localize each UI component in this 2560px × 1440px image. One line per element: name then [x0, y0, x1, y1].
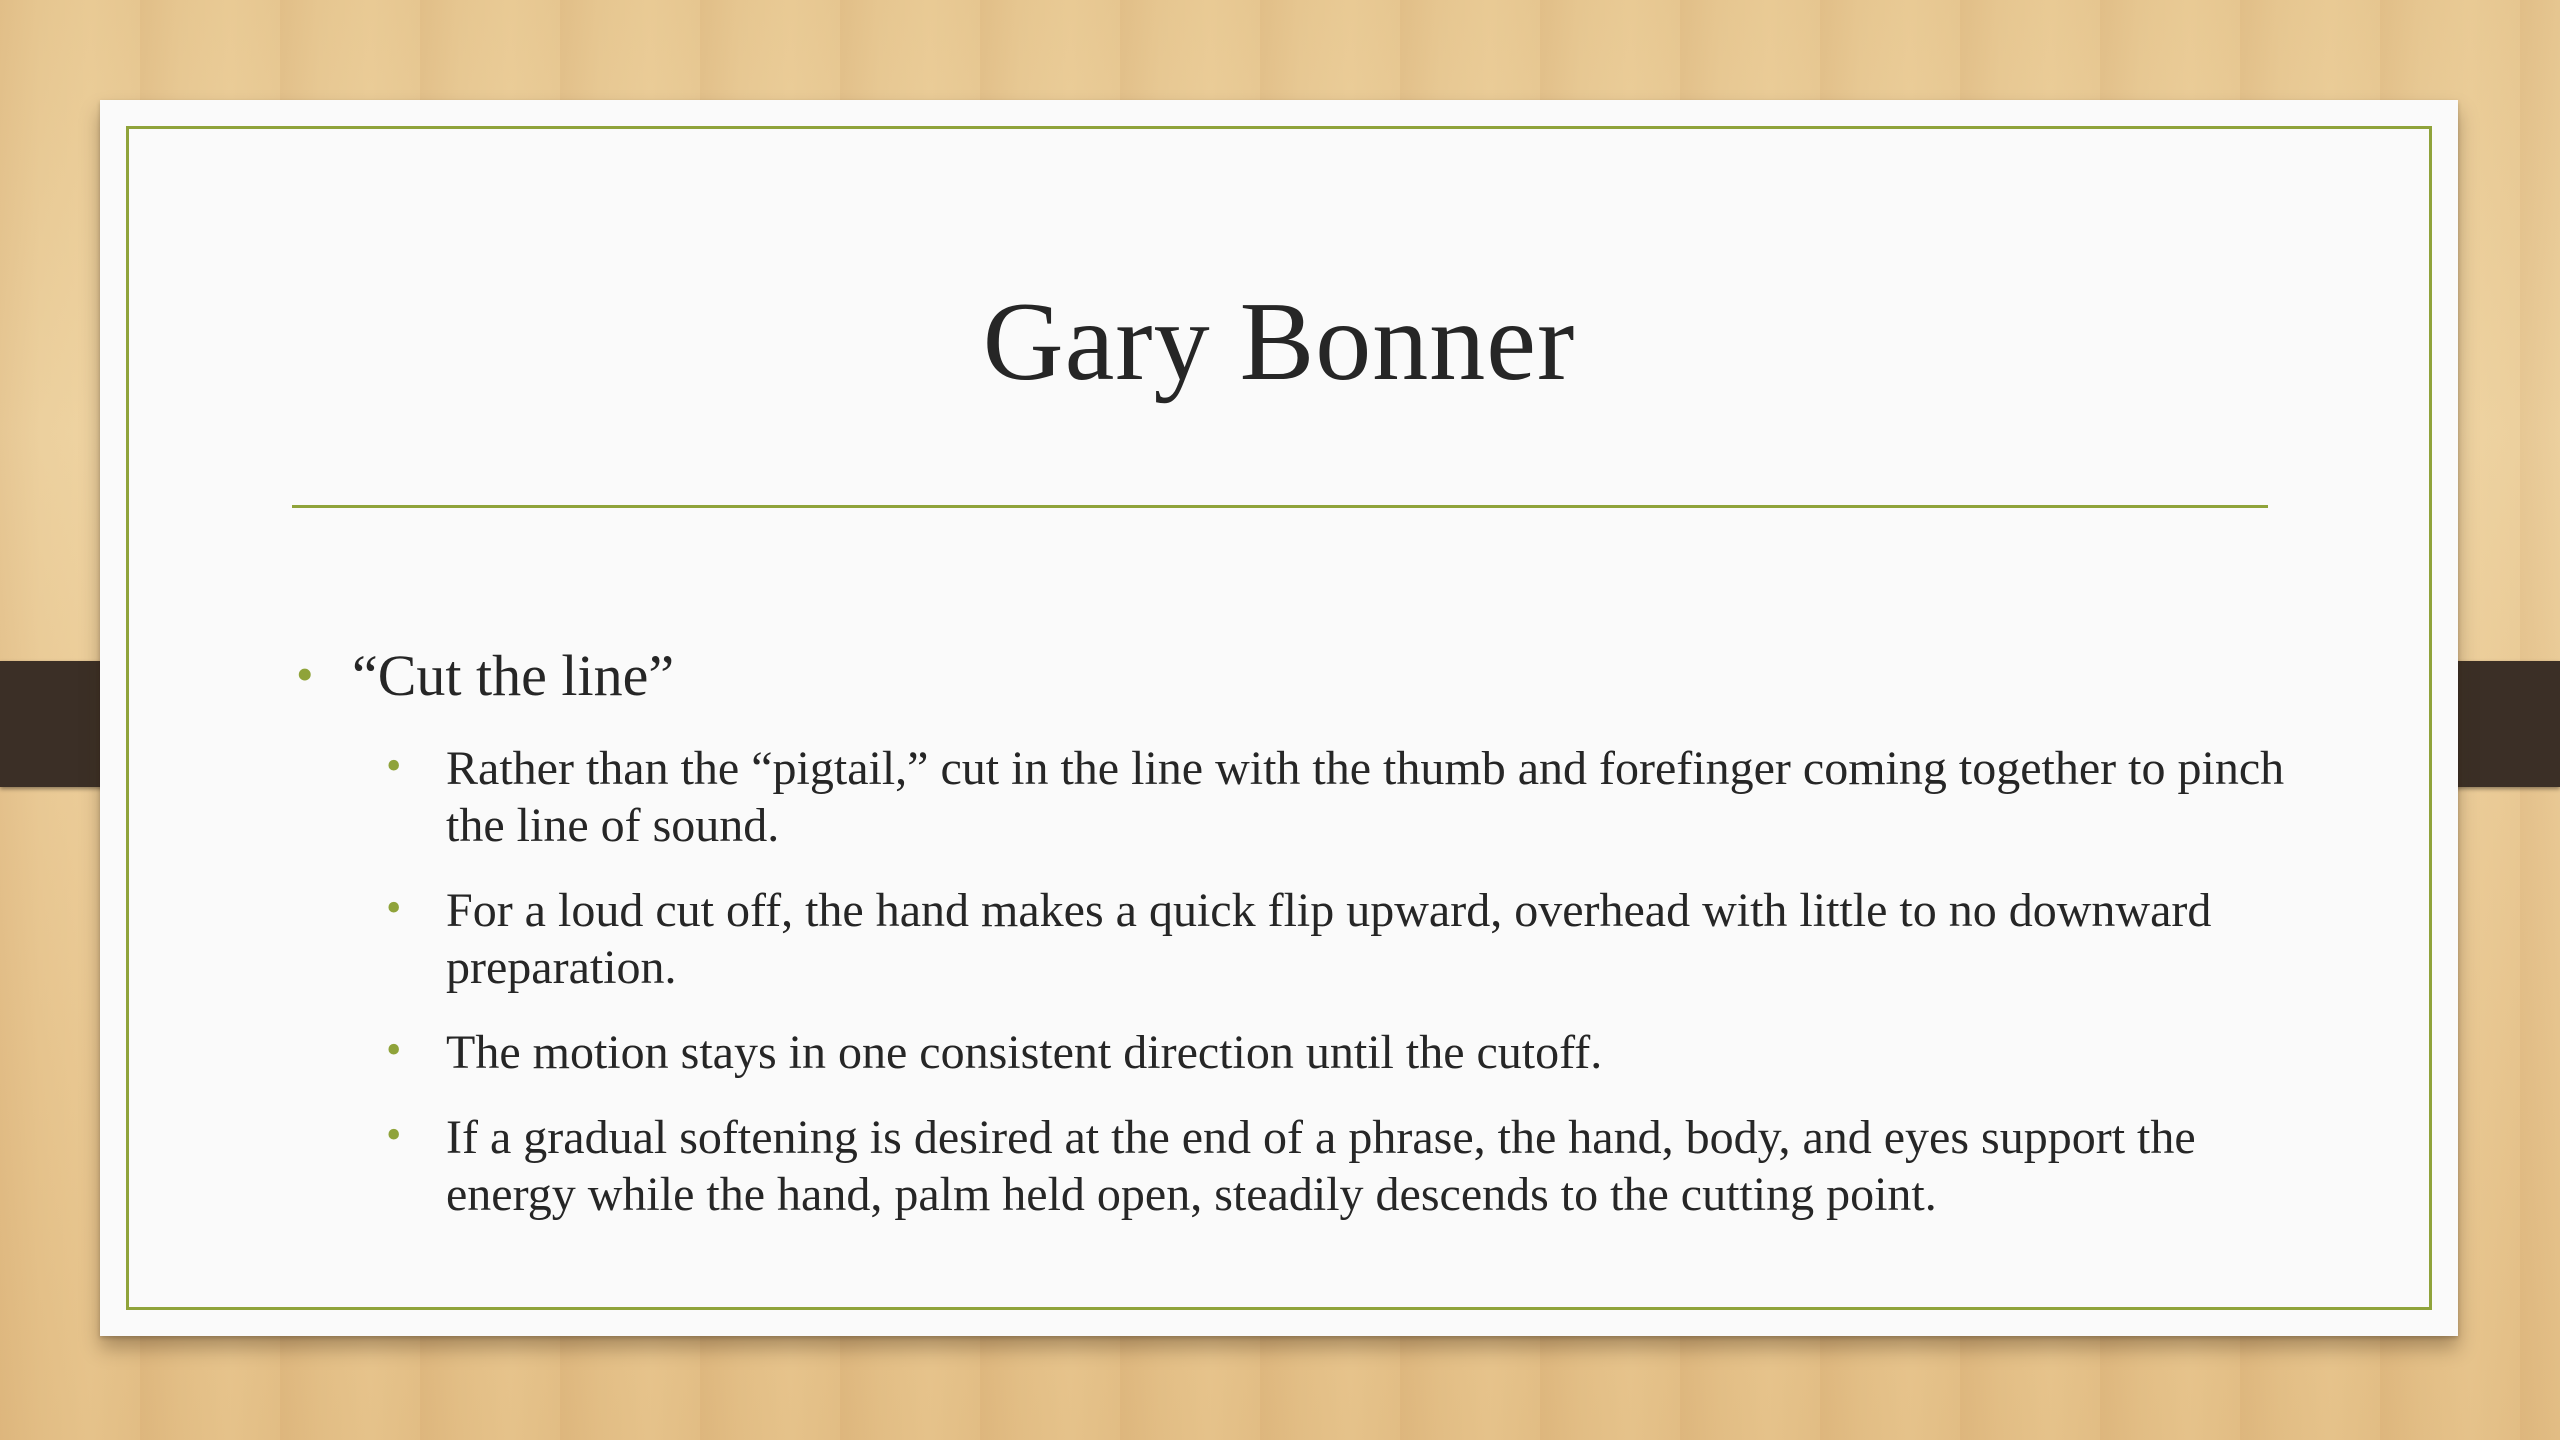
bullet-dot-icon: •: [296, 646, 314, 702]
sub-bullet-item: [292, 740, 2302, 854]
bullet-text: “Cut the line”: [352, 643, 675, 708]
sub-bullet-item: [292, 1109, 2302, 1223]
sub-bullet-text: Rather than the “pigtail,” cut in the line with the thumb and forefinger coming together to pinch the line of sound.: [446, 742, 2285, 852]
bullet-list: [292, 640, 2302, 1223]
bullet-dot-icon: •: [386, 1110, 402, 1159]
sub-bullet-text: The motion stays in one consistent direction until the cutoff.: [446, 1026, 1603, 1079]
slide-card: [100, 100, 2458, 1336]
bullet-dot-icon: •: [386, 883, 402, 932]
bullet-item-main: [292, 640, 2302, 712]
slide-title: Gary Bonner: [982, 280, 1576, 404]
sub-bullet-item: [292, 882, 2302, 996]
title-divider: [292, 505, 2268, 508]
sub-bullet-item: [292, 1024, 2302, 1081]
sub-bullet-text: For a loud cut off, the hand makes a quick flip upward, overhead with little to no downward preparation.: [446, 884, 2212, 994]
bullet-dot-icon: •: [386, 741, 402, 790]
sub-bullet-text: If a gradual softening is desired at the end of a phrase, the hand, body, and eyes support the energy while the hand, palm held open, steadily descends to the cutting point.: [446, 1111, 2196, 1221]
bullet-dot-icon: •: [386, 1025, 402, 1074]
